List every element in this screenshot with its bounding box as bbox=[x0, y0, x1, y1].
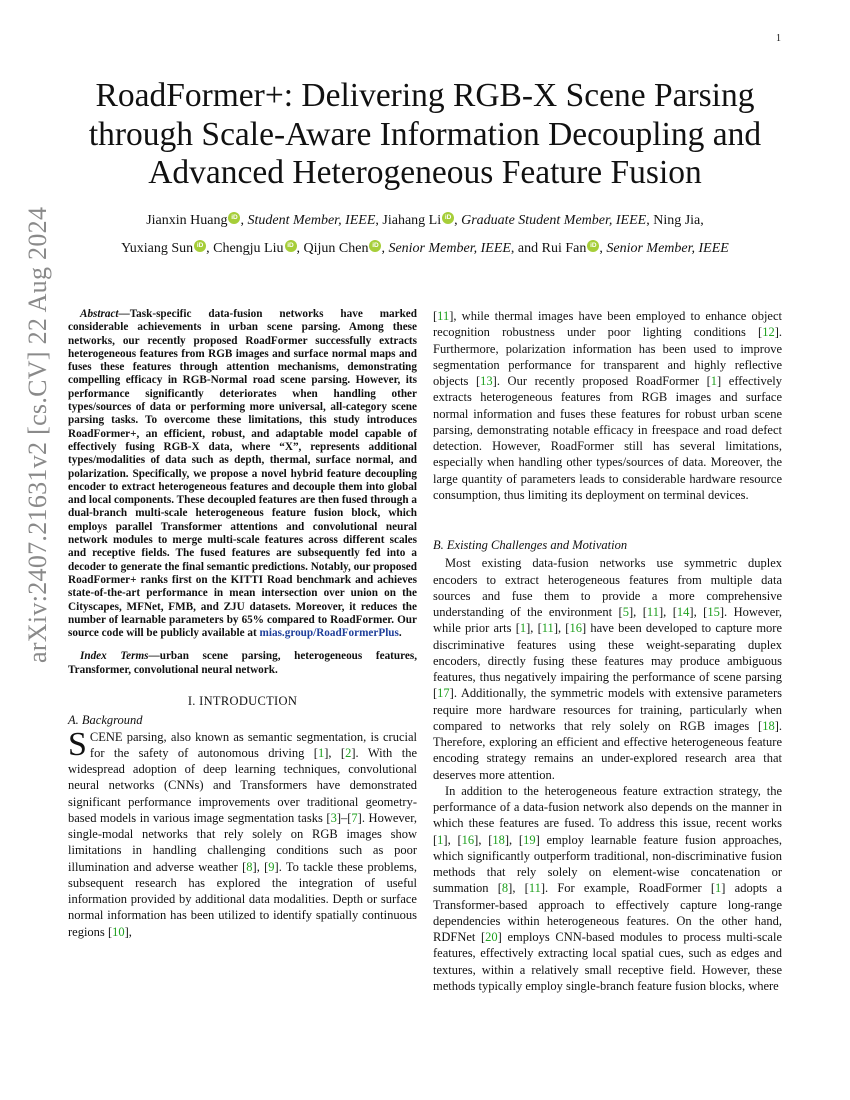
author-name: Jiahang Li bbox=[382, 213, 442, 228]
abstract: Abstract—Task-specific data-fusion networks have marked considerable achievements in urban scene parsing. Among these networks, our recently proposed RoadFormer successfully extracts heterogeneous features from RGB images and surface normal maps and fuses these features through attention mechanisms, demonstrating compelling efficacy in RGB-Normal road scene parsing. However, its performance significantly deteriorates when handling other types/sources of data or performing more universal, all-category scene parsing tasks. To overcome these limitations, this study introduces RoadFormer+, an efficient, robust, and adaptable model capable of effectively fusing RGB-X data, where “X”, represents additional types/modalities of data such as depth, thermal, surface normal, and polarization. Specifically, we propose a novel hybrid feature decoupling encoder to extract heterogeneous features and decouple them into global and local components. These decoupled features are then fused through a dual-branch multi-scale heterogeneous feature fusion block, which employs parallel Transformer attentions and convolutional neural network modules to merge multi-scale features across different scales and receptive fields. The fused features are subsequently fed into a decoder to generate the final semantic predictions. Notably, our proposed RoadFormer+ ranks first on the KITTI Road benchmark and achieves state-of-the-art performance in mean intersection over union on the Cityscapes, MFNet, FMB, and ZJU datasets. Moreover, it reduces the number of learnable parameters by 65% compared to RoadFormer. Our source code will be publicly available at mias.group/RoadFormerPlus. bbox=[68, 308, 417, 640]
citation-link[interactable]: 14 bbox=[676, 605, 690, 619]
citation-link[interactable]: 3 bbox=[330, 810, 337, 825]
left-column bbox=[68, 308, 417, 940]
citation-link[interactable]: 18 bbox=[492, 832, 505, 847]
paragraph: Most existing data-fusion networks use symmetric duplex encoders to extract heterogeneous features from multiple data sources and fuse them to provide a more comprehensive understanding of the environment [5], [11], [14], [15]. However, while prior arts [1], [11], [16] have been developed to capture more discriminative features using these weight-separating duplex encoders, directly fusing these features may produce ambiguous features, thus negatively impairing the performance of scene parsing [17]. Additionally, the symmetric models with extensive parameters require more hardware resources for training, particularly when compared to networks that rely solely on RGB images [18]. Therefore, exploring an efficient and effective heterogeneous feature encoding strategy remains an under-explored research area that deserves more attention. bbox=[433, 556, 783, 782]
orcid-icon[interactable]: iD bbox=[194, 240, 206, 252]
index-terms bbox=[68, 650, 417, 677]
citation-link[interactable]: 1 bbox=[437, 832, 444, 847]
citation-link[interactable]: 16 bbox=[461, 832, 475, 847]
author-role: Graduate Student Member, IEEE bbox=[461, 213, 647, 228]
drop-cap: S bbox=[68, 725, 87, 763]
author-name: Qijun Chen bbox=[303, 241, 369, 256]
arxiv-sidebar bbox=[0, 0, 52, 663]
citation-link[interactable]: 11 bbox=[528, 881, 541, 896]
citation-link[interactable]: 1 bbox=[715, 881, 722, 896]
citation-link[interactable]: 8 bbox=[501, 881, 509, 896]
author-name: Jianxin Huang bbox=[146, 213, 228, 228]
section-heading: I. INTRODUCTION bbox=[187, 694, 298, 709]
citation-link[interactable]: 12 bbox=[762, 325, 775, 340]
abstract-text: —Task-specific data-fusion networks have marked considerable achievements in urban scene parsing. Among these networks, our recently proposed RoadFormer successfully extracts heterogeneous features from RGB images and surface normal maps and fuses these features through attention mechanisms, demonstrating compelling efficacy in RGB-Normal road scene parsing. However, its performance significantly deteriorates when handling other types/sources of data or performing more universal, all-category scene parsing tasks. To overcome these limitations, this study introduces RoadFormer+, an efficient, robust, and adaptable model capable of effectively fusing RGB-X data, where “X”, represents additional types/modalities of data such as depth, thermal, surface normal, and polarization. Specifically, we propose a novel hybrid feature decoupling encoder to extract heterogeneous features and decouple them into global and local components. These decoupled features are then fused through a dual-branch multi-scale heterogeneous feature fusion block, which employs parallel Transformer attentions and convolutional neural network modules to merge multi-scale features across different scales and receptive fields. The fused features are subsequently fed into a decoder to generate the final semantic predictions. Notably, our proposed RoadFormer+ ranks first on the KITTI Road benchmark and achieves state-of-the-art performance in mean intersection over union on the Cityscapes, MFNet, FMB, and ZJU datasets. Moreover, it reduces the number of learnable parameters by 65% compared to RoadFormer. Our source code will be publicly available at bbox=[68, 308, 417, 640]
citation-link[interactable]: 2 bbox=[345, 745, 352, 760]
author-name: Ning Jia, bbox=[653, 213, 704, 228]
paper-title: RoadFormer+: Delivering RGB-X Scene Parsing through Scale-Aware Information Decoupling and Advanced Heterogeneous Feature Fusion bbox=[88, 77, 762, 191]
paragraph: [11], while thermal images have been employed to enhance object recognition robustness under poor lighting conditions [12]. Furthermore, polarization information has been used to improve segmentation performance for transparent and highly reflective objects [13]. Our recently proposed RoadFormer [1] effectively extracts heterogeneous features from RGB images and surface normal information and fuses these features for robust urban scene parsing, demonstrating notable efficacy in freespace and road defect detection. However, RoadFormer still has several limitations, especially when handling other types/sources of data. Moreover, the large quantity of parameters leads to considerable hardware resource consumption, thus limiting its deployment on terminal devices. bbox=[433, 309, 782, 502]
author-name: Yuxiang Sun bbox=[121, 241, 194, 256]
citation-link[interactable]: 18 bbox=[762, 718, 775, 733]
orcid-icon[interactable]: iD bbox=[369, 240, 381, 252]
author-role: Senior Member, IEEE bbox=[606, 241, 729, 256]
author-role: Student Member, IEEE bbox=[247, 213, 376, 228]
author-name: Rui Fan bbox=[541, 241, 587, 256]
orcid-icon[interactable]: iD bbox=[228, 212, 240, 224]
citation-link[interactable]: 11 bbox=[646, 605, 659, 619]
author-role: Senior Member, IEEE bbox=[388, 241, 511, 256]
orcid-icon[interactable]: iD bbox=[285, 240, 297, 252]
index-terms-label: Index Terms bbox=[80, 650, 149, 663]
citation-link[interactable]: 1 bbox=[710, 374, 718, 388]
citation-link[interactable]: 11 bbox=[437, 309, 450, 323]
citation-link[interactable]: 15 bbox=[707, 605, 720, 619]
citation-link[interactable]: 11 bbox=[541, 621, 554, 636]
paragraph: SCENE parsing, also known as semantic segmentation, is crucial for the safety of autonomous driving [1], [2]. With the widespread adoption of deep learning techniques, convolutional neural networks (CNNs) and Transformers have demonstrated significant performance improvements over traditional geometry-based models in various image segmentation tasks [3]–[7]. However, single-modal networks that rely solely on RGB images show limitations in handling challenging conditions such as poor illumination and adverse weather [8], [9]. To tackle these problems, subsequent research has explored the integration of useful information provided by additional data modalities. Depth or surface normal information has been utilized to identify spatially continuous regions [10], bbox=[68, 725, 418, 939]
citation-link[interactable]: 5 bbox=[622, 605, 629, 619]
index-terms-text: —urban scene parsing, heterogeneous features, Transformer, convolutional neural network. bbox=[68, 650, 417, 676]
subsection-heading: A. Background bbox=[68, 713, 143, 728]
citation-link[interactable]: 1 bbox=[519, 621, 527, 636]
paragraph: In addition to the heterogeneous feature extraction strategy, the performance of a data-fusion network also depends on the manner in which these features are fused. To address this issue, recent works [1], [16], [18], [19] employ learnable feature fusion approaches, which significantly outperform traditional, non-discriminative fusion methods that rely solely on element-wise concatenation or summation [8], [11]. For example, RoadFormer [1] adopts a Transformer-based approach to effectively capture long-range dependencies within heterogeneous features. On the other hand, RDFNet [20] employs CNN-based modules to process multi-scale features, effectively extracting local spatial cues, such as edges and textures, within a relatively small receptive field. However, these methods typically employ single-branch feature fusion blocks, where bbox=[433, 783, 783, 993]
citation-link[interactable]: 13 bbox=[480, 374, 493, 388]
citation-link[interactable]: 20 bbox=[485, 930, 498, 944]
citation-link[interactable]: 1 bbox=[317, 745, 325, 760]
citation-link[interactable]: 16 bbox=[569, 621, 582, 636]
citation-link[interactable]: 9 bbox=[268, 859, 275, 874]
citation-link[interactable]: 7 bbox=[351, 810, 358, 825]
page-number: 1 bbox=[776, 33, 781, 44]
arxiv-identifier: arXiv:2407.21631v2 [cs.CV] 22 Aug 2024 bbox=[23, 206, 52, 663]
citation-link[interactable]: 17 bbox=[437, 686, 450, 701]
citation-link[interactable]: 8 bbox=[246, 859, 253, 874]
citation-link[interactable]: 10 bbox=[112, 924, 125, 939]
author-name: Chengju Liu bbox=[213, 241, 284, 256]
subsection-heading: B. Existing Challenges and Motivation bbox=[433, 538, 628, 552]
author-list: Jianxin Huang iD , Student Member, IEEE, Jiahang Li iD , Graduate Student Member, IEEE, Ning Jia, Yuxiang Sun iD , Chengju Liu iD , Qijun Chen iD , Senior Member, IEEE, and Rui Fan iD , Senior Member, IEEE bbox=[121, 213, 729, 256]
right-column bbox=[433, 308, 782, 994]
orcid-icon[interactable]: iD bbox=[442, 212, 454, 224]
orcid-icon[interactable]: iD bbox=[587, 240, 599, 252]
citation-link[interactable]: 19 bbox=[523, 832, 536, 847]
abstract-label: Abstract bbox=[80, 308, 119, 320]
source-code-link[interactable]: mias.group/RoadFormerPlus bbox=[259, 627, 399, 640]
